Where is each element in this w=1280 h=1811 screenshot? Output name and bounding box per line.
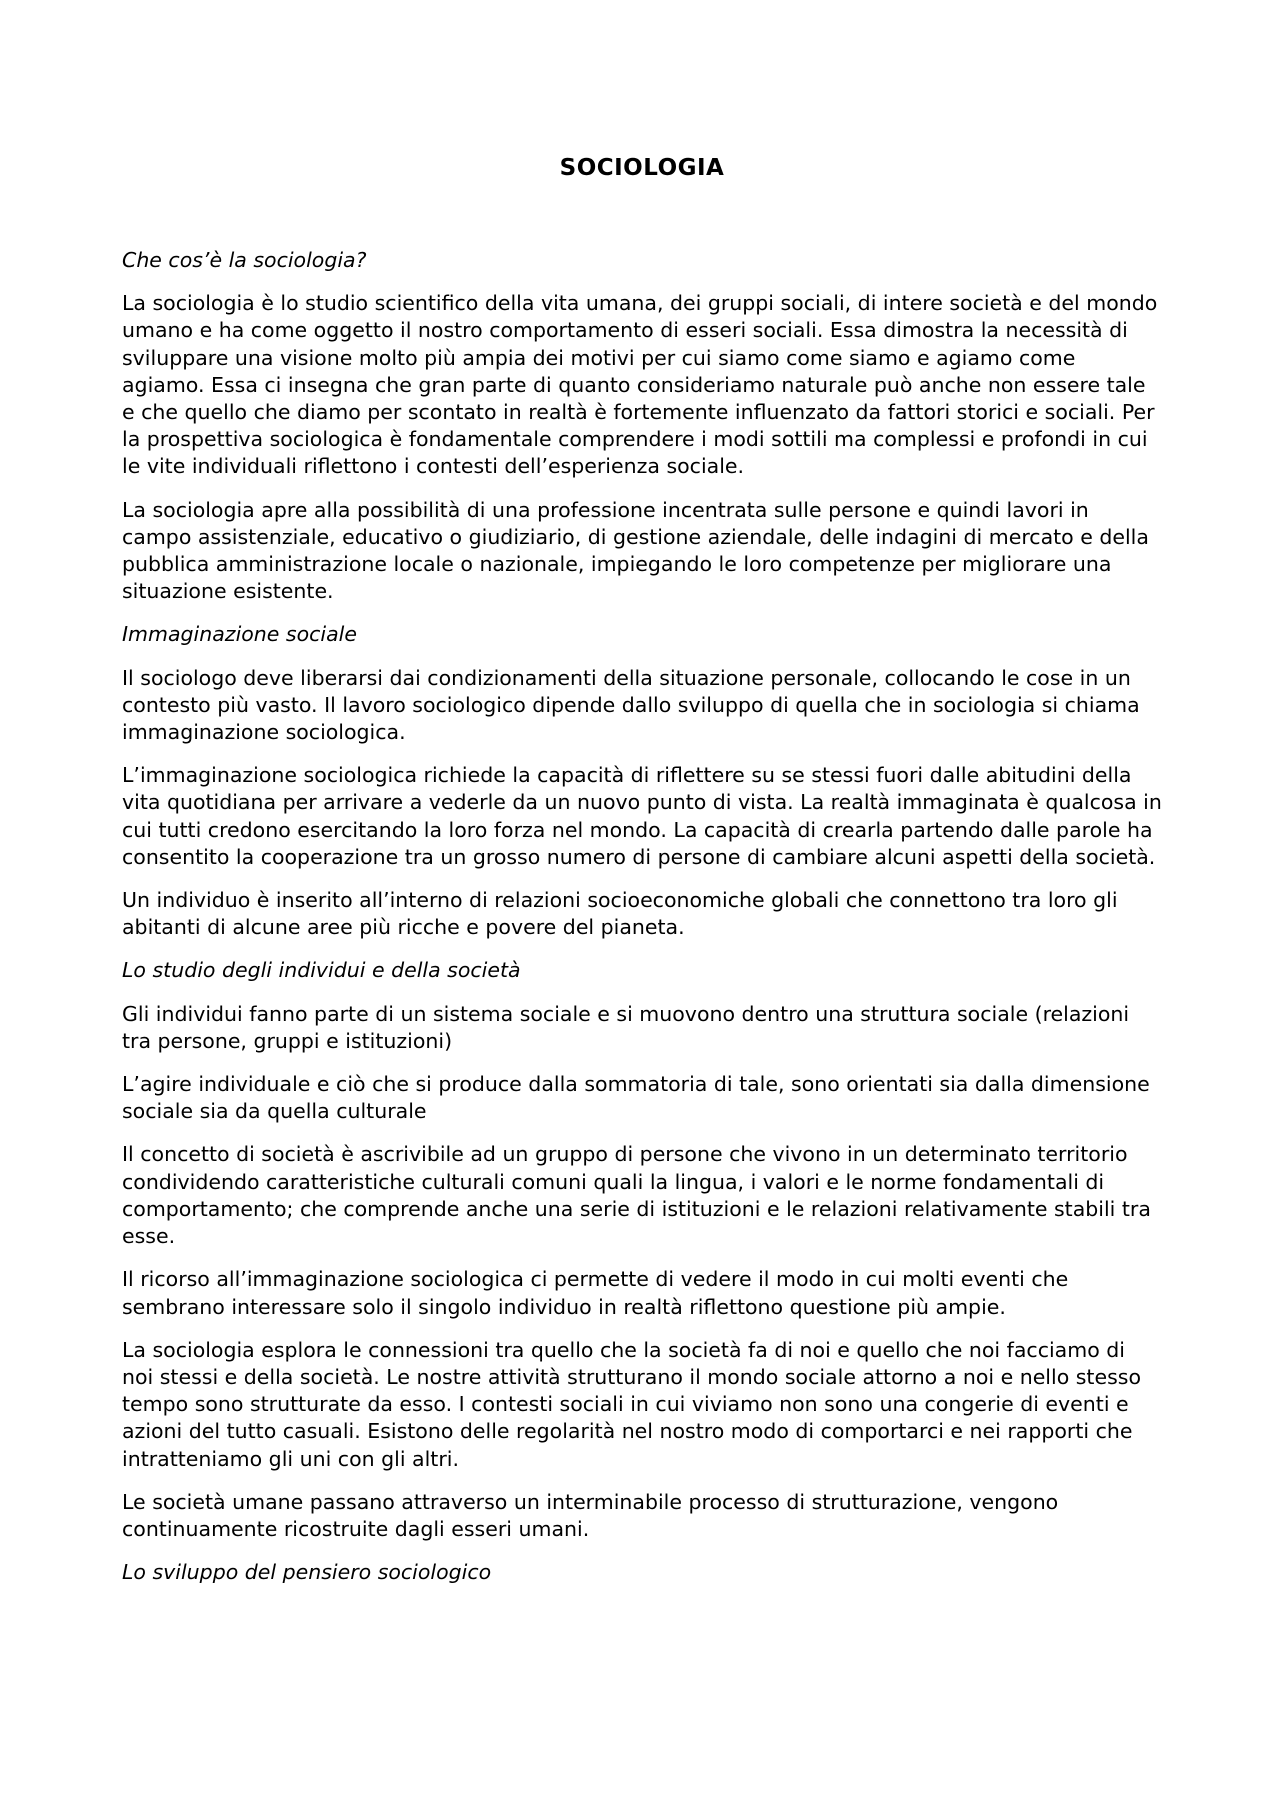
- paragraph: L’immaginazione sociologica richiede la capacità di riflettere su se stessi fuori dalle abitudini della vita quotidiana per arrivare a vederle da un nuovo punto di vista. La realtà immaginata è qualcosa in cui tutti credono esercitando la loro forza nel mondo. La capacità di crearla partendo dalle parole ha consentito la cooperazione tra un grosso numero di persone di cambiare alcuni aspetti della società.: [122, 763, 1162, 869]
- paragraph: Il sociologo deve liberarsi dai condizionamenti della situazione personale, collocando le cose in un contesto più vasto. Il lavoro sociologico dipende dallo sviluppo di quella che in sociologia si chiama immaginazione sociologica.: [122, 665, 1140, 745]
- paragraph: Il ricorso all’immaginazione sociologica ci permette di vedere il modo in cui molti eventi che sembrano interessare solo il singolo individuo in realtà riflettono questione più ampie.: [122, 1267, 1069, 1319]
- paragraph: La sociologia è lo studio scientifico della vita umana, dei gruppi sociali, di intere società e del mondo umano e ha come oggetto il nostro comportamento di esseri sociali. Essa dimostra la necessità di sviluppare una visione molto più ampia dei motivi per cui siamo come siamo e agiamo come agiamo. Essa ci insegna che gran parte di quanto consideriamo naturale può anche non essere tale e che quello che diamo per scontato in realtà è fortemente influenzato da fattori storici e sociali. Per la prospettiva sociologica è fondamentale comprendere i modi sottili ma complessi e profondi in cui le vite individuali riflettono i contesti dell’esperienza sociale.: [122, 291, 1158, 479]
- paragraph: La sociologia esplora le connessioni tra quello che la società fa di noi e quello che noi facciamo di noi stessi e della società. Le nostre attività strutturano il mondo sociale attorno a noi e nello stesso tempo sono strutturate da esso. I contesti sociali in cui viviamo non sono una congerie di eventi e azioni del tutto casuali. Esistono delle regolarità nel nostro modo di comportarci e nei rapporti che intratteniamo gli uni con gli altri.: [122, 1337, 1141, 1471]
- section-heading: Lo studio degli individui e della società: [122, 958, 521, 983]
- document-body: [122, 247, 1162, 1602]
- paragraph: Le società umane passano attraverso un interminabile processo di strutturazione, vengono continuamente ricostruite dagli esseri umani.: [122, 1489, 1059, 1541]
- section-heading: Immaginazione sociale: [122, 622, 357, 647]
- paragraph: La sociologia apre alla possibilità di una professione incentrata sulle persone e quindi lavori in campo assistenziale, educativo o giudiziario, di gestione aziendale, delle indagini di mercato e della pubblica amministrazione locale o nazionale, impiegando le loro competenze per migliorare una situazione esistente.: [122, 497, 1149, 604]
- paragraph: L’agire individuale e ciò che si produce dalla sommatoria di tale, sono orientati sia dalla dimensione sociale sia da quella culturale: [122, 1072, 1150, 1124]
- document-title: SOCIOLOGIA: [559, 155, 725, 181]
- section-heading: Che cos’è la sociologia?: [122, 248, 367, 272]
- paragraph: Il concetto di società è ascrivibile ad un gruppo di persone che vivono in un determinato territorio condividendo caratteristiche culturali comuni quali la lingua, i valori e le norme fondamentali di comportamento; che comprende anche una serie di istituzioni e le relazioni relativamente stabili tra esse.: [122, 1142, 1151, 1249]
- section-heading: Lo sviluppo del pensiero sociologico: [122, 1560, 492, 1585]
- paragraph: Gli individui fanno parte di un sistema sociale e si muovono dentro una struttura sociale (relazioni tra persone, gruppi e istituzioni): [122, 1001, 1130, 1053]
- paragraph: Un individuo è inserito all’interno di relazioni socioeconomiche globali che connettono tra loro gli abitanti di alcune aree più ricche e povere del pianeta.: [122, 888, 1118, 940]
